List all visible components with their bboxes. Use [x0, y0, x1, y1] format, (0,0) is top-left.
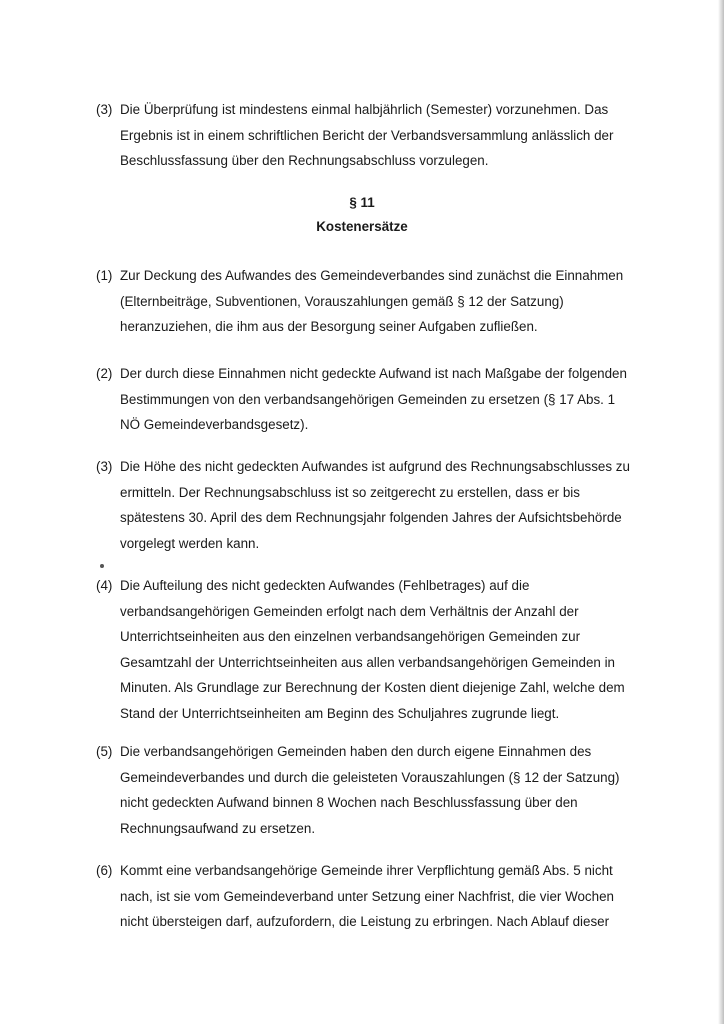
paragraph-3 [96, 454, 656, 556]
text-line: Die Aufteilung des nicht gedeckten Aufwandes (Fehlbetrages) auf die [120, 578, 530, 593]
paragraph-number: (2) [96, 366, 113, 381]
paragraph-number: (5) [96, 744, 113, 759]
section-title: Kostenersätze [316, 219, 408, 234]
text-line: vorgelegt werden kann. [120, 535, 260, 551]
paragraph-1 [96, 263, 656, 340]
text-line: ermitteln. Der Rechnungsabschluss ist so zeitgerecht zu erstellen, dass er bis [120, 484, 580, 500]
paragraph-number: (6) [96, 863, 113, 878]
paragraph-4 [96, 573, 656, 726]
text-line: Unterrichtseinheiten aus den einzelnen verbandsangehörigen Gemeinden zur [120, 629, 581, 644]
text-line: Der durch diese Einnahmen nicht gedeckte Aufwand ist nach Maßgabe der folgenden [120, 366, 627, 381]
text-line: Kommt eine verbandsangehörige Gemeinde ihrer Verpflichtung gemäß Abs. 5 nicht [120, 863, 613, 878]
text-line: Minuten. Als Grundlage zur Berechnung der Kosten dient diejenige Zahl, welche dem [120, 680, 625, 695]
paragraph-number: (3) [96, 459, 113, 474]
paragraph-2 [96, 361, 656, 438]
paragraph-number: (4) [96, 578, 113, 593]
text-line: Die Höhe des nicht gedeckten Aufwandes ist aufgrund des Rechnungsabschlusses zu [120, 459, 630, 474]
paragraph-text [120, 361, 656, 438]
text-line: Bestimmungen von den verbandsangehörigen Gemeinden zu ersetzen (§ 17 Abs. 1 [120, 391, 616, 407]
text-line: nicht gedeckten Aufwand binnen 8 Wochen nach Beschlussfassung über den [120, 795, 578, 810]
scan-speck [100, 564, 104, 568]
text-line: Stand der Unterrichtseinheiten am Beginn des Schuljahres zugrunde liegt. [120, 705, 560, 721]
paragraph-text [120, 739, 656, 841]
text-line: Gesamtzahl der Unterrichtseinheiten aus allen verbandsangehörigen Gemeinden in [120, 654, 616, 670]
paragraph-text [120, 454, 656, 556]
text-line: verbandsangehörigen Gemeinden erfolgt nach dem Verhältnis der Anzahl der [120, 603, 579, 619]
text-line: Beschlussfassung über den Rechnungsabschluss vorzulegen. [120, 153, 489, 168]
paragraph-text [120, 97, 656, 174]
paragraph-text [120, 573, 656, 726]
paragraph-text [120, 858, 656, 935]
text-line: Gemeindeverbandes und durch die geleisteten Vorauszahlungen (§ 12 der Satzung) [120, 769, 620, 785]
paragraph-6 [96, 858, 656, 935]
text-line: nicht übersteigen darf, aufzufordern, die Leistung zu erbringen. Nach Ablauf dieser [120, 914, 610, 929]
paragraph-number: (3) [96, 102, 113, 117]
text-line: NÖ Gemeindeverbandsgesetz). [120, 417, 309, 432]
text-line: (Elternbeiträge, Subventionen, Vorauszahlungen gemäß § 12 der Satzung) [120, 293, 564, 309]
text-line: Ergebnis ist in einem schriftlichen Bericht der Verbandsversammlung anlässlich der [120, 127, 614, 143]
paragraph-number: (1) [96, 268, 113, 283]
text-line: spätestens 30. April des dem Rechnungsjahr folgenden Jahres der Aufsichtsbehörde [120, 510, 622, 525]
text-line: Zur Deckung des Aufwandes des Gemeindeverbandes sind zunächst die Einnahmen [120, 268, 624, 283]
page-edge-shadow [718, 0, 724, 1024]
text-line: Die Überprüfung ist mindestens einmal halbjährlich (Semester) vorzunehmen. Das [120, 102, 609, 117]
section-number: § 11 [349, 195, 375, 210]
text-line: nach, ist sie vom Gemeindeverband unter Setzung einer Nachfrist, die vier Wochen [120, 888, 614, 904]
text-line: heranzuziehen, die ihm aus der Besorgung seiner Aufgaben zufließen. [120, 319, 538, 334]
paragraph-prev-3 [96, 97, 656, 174]
paragraph-5 [96, 739, 656, 841]
paragraph-text [120, 263, 656, 340]
text-line: Rechnungsaufwand zu ersetzen. [120, 820, 316, 836]
text-line: Die verbandsangehörigen Gemeinden haben den durch eigene Einnahmen des [120, 744, 592, 759]
